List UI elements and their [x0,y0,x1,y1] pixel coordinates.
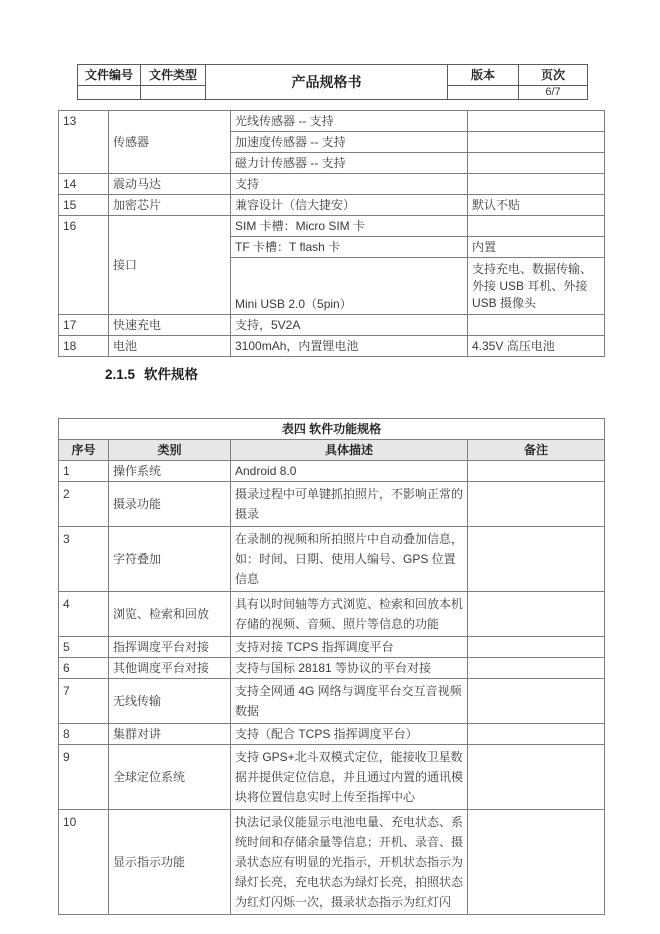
row-number-cell: 2 [59,482,109,527]
note-cell [468,810,605,915]
table-row [59,315,605,336]
category-cell: 加密芯片 [109,195,231,216]
note-cell [468,637,605,658]
table-row [59,745,605,810]
row-number-cell: 15 [59,195,109,216]
file-number-label: 文件编号 [78,65,141,86]
section-number: 2.1.5 [105,367,136,382]
description-cell: Android 8.0 [231,461,468,482]
row-number-cell: 1 [59,461,109,482]
description-cell: 磁力计传感器 -- 支持 [231,153,468,174]
category-cell: 指挥调度平台对接 [109,637,231,658]
note-cell [468,482,605,527]
description-cell: 支持全网通 4G 网络与调度平台交互音视频数据 [231,679,468,724]
description-cell: 支持与国标 28181 等协议的平台对接 [231,658,468,679]
row-number-cell: 3 [59,527,109,592]
row-number-cell: 14 [59,174,109,195]
description-cell: 兼容设计（信大捷安） [231,195,468,216]
table-row [59,637,605,658]
note-cell: 内置 [468,237,605,258]
note-cell [468,315,605,336]
table-row [59,336,605,357]
note-cell: 支持充电、数据传输、外接 USB 耳机、外接 USB 摄像头 [468,258,605,315]
category-cell: 其他调度平台对接 [109,658,231,679]
description-cell: 支持对接 TCPS 指挥调度平台 [231,637,468,658]
note-cell [468,592,605,637]
col-header-description: 具体描述 [231,440,468,461]
category-cell: 操作系统 [109,461,231,482]
table-row [59,482,605,527]
table-row [59,527,605,592]
description-cell: 光线传感器 -- 支持 [231,111,468,132]
note-cell [468,174,605,195]
row-number-cell: 10 [59,810,109,915]
category-cell: 集群对讲 [109,724,231,745]
category-cell: 快速充电 [109,315,231,336]
category-cell: 电池 [109,336,231,357]
description-cell: 支持 [231,174,468,195]
col-header-note: 备注 [468,440,605,461]
doc-header-table [77,64,588,100]
description-cell: 支持（配合 TCPS 指挥调度平台） [231,724,468,745]
description-cell: 执法记录仪能显示电池电量、充电状态、系统时间和存储余量等信息；开机、录音、摄录状态应有明显的光指示，开机状态指示为绿灯长亮，充电状态为绿灯长亮，拍照状态为红灯闪烁一次，摄录状态指示为红灯闪 [231,810,468,915]
description-cell: SIM 卡槽：Micro SIM 卡 [231,216,468,237]
section-title: 软件规格 [144,367,199,382]
note-cell [468,724,605,745]
file-type-label: 文件类型 [141,65,206,86]
note-cell [468,216,605,237]
row-number-cell: 6 [59,658,109,679]
note-cell [468,679,605,724]
note-cell: 4.35V 高压电池 [468,336,605,357]
page-number-label: 页次 [519,65,588,86]
table-row [59,658,605,679]
table-row [59,195,605,216]
note-cell [468,132,605,153]
category-cell: 摄录功能 [109,482,231,527]
category-cell: 浏览、检索和回放 [109,592,231,637]
table-row [59,216,605,237]
row-number-cell: 13 [59,111,109,174]
category-cell: 字符叠加 [109,527,231,592]
row-number-cell: 8 [59,724,109,745]
description-cell: 具有以时间轴等方式浏览、检索和回放本机存储的视频、音频、照片等信息的功能 [231,592,468,637]
description-cell: 摄录过程中可单键抓拍照片，不影响正常的摄录 [231,482,468,527]
hardware-spec-table [58,110,605,357]
note-cell [468,461,605,482]
description-cell: 3100mAh，内置锂电池 [231,336,468,357]
table-title-row [59,419,605,440]
note-cell [468,658,605,679]
table-row [59,592,605,637]
page-number-value: 6/7 [519,86,588,100]
section-heading [105,366,198,384]
description-cell: 在录制的视频和所拍照片中自动叠加信息，如：时间、日期、使用人编号、GPS 位置信息 [231,527,468,592]
note-cell [468,745,605,810]
description-cell: 支持，5V2A [231,315,468,336]
category-cell: 接口 [109,216,231,315]
row-number-cell: 16 [59,216,109,315]
software-spec-table [58,418,605,915]
col-header-no: 序号 [59,440,109,461]
description-cell: 加速度传感器 -- 支持 [231,132,468,153]
row-number-cell: 7 [59,679,109,724]
table-row [59,174,605,195]
document-title: 产品规格书 [206,65,448,100]
note-cell: 默认不贴 [468,195,605,216]
category-cell: 无线传输 [109,679,231,724]
note-cell [468,527,605,592]
category-cell: 显示指示功能 [109,810,231,915]
category-cell: 传感器 [109,111,231,174]
file-number-value [78,86,141,100]
description-cell: Mini USB 2.0（5pin） [231,258,468,315]
table-row [59,810,605,915]
description-cell: 支持 GPS+北斗双模式定位，能接收卫星数据并提供定位信息，并且通过内置的通讯模块将位置信息实时上传至指挥中心 [231,745,468,810]
row-number-cell: 9 [59,745,109,810]
row-number-cell: 17 [59,315,109,336]
table-row [59,679,605,724]
version-label: 版本 [448,65,519,86]
category-cell: 震动马达 [109,174,231,195]
row-number-cell: 4 [59,592,109,637]
note-cell [468,111,605,132]
table-row [59,461,605,482]
description-cell: TF 卡槽：T flash 卡 [231,237,468,258]
note-cell [468,153,605,174]
category-cell: 全球定位系统 [109,745,231,810]
col-header-category: 类别 [109,440,231,461]
row-number-cell: 18 [59,336,109,357]
version-value [448,86,519,100]
row-number-cell: 5 [59,637,109,658]
table-header-row [59,440,605,461]
file-type-value [141,86,206,100]
table-title: 表四 软件功能规格 [59,419,605,440]
table-row [59,111,605,132]
table-row [59,724,605,745]
